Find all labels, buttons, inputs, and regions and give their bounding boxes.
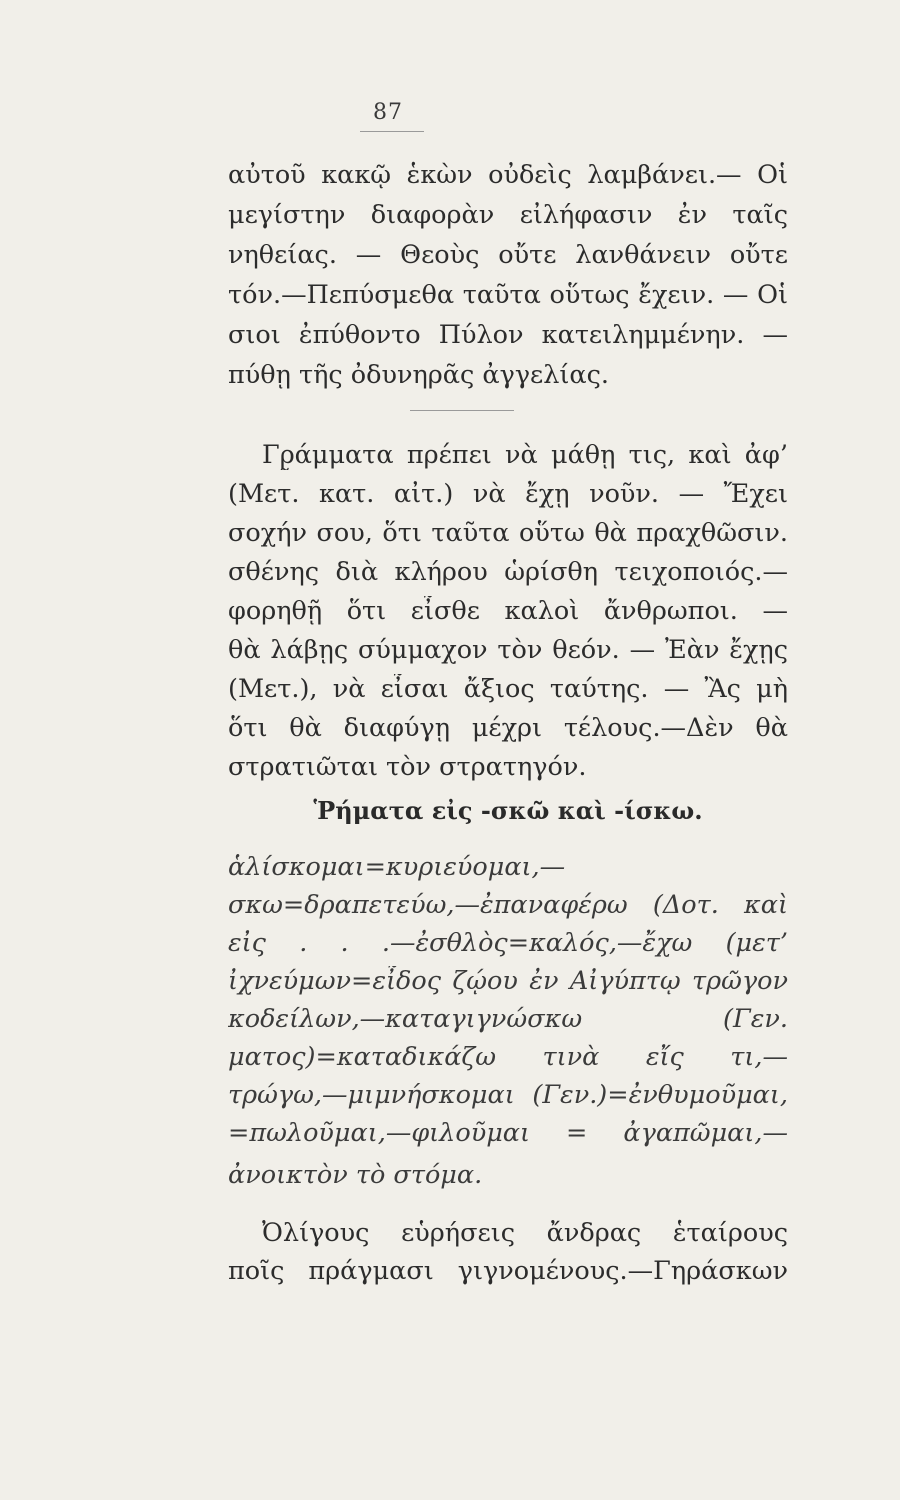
text-line: ὅτι θὰ διαφύγῃ μέχρι τέλους.—Δὲν θὰ bbox=[228, 713, 788, 743]
section-heading: Ῥήματα εἰς -σκῶ καὶ -ίσκω. bbox=[313, 796, 703, 825]
text-line: Γράμματα πρέπει νὰ μάθῃ τις, καὶ ἀφ’ bbox=[262, 440, 788, 470]
text-line: ματος)=καταδικάζω τινὰ εἴς τι,— bbox=[228, 1042, 788, 1072]
text-line: τόν.—Πεπύσμεθα ταῦτα οὕτως ἔχειν. — Οἱ bbox=[228, 280, 788, 310]
text-line: σοχήν σου, ὅτι ταῦτα οὕτω θὰ πραχθῶσιν. bbox=[228, 518, 788, 548]
text-line: φορηθῇ ὅτι εἶσθε καλοὶ ἄνθρωποι. — bbox=[228, 596, 788, 626]
text-line: θὰ λάβῃς σύμμαχον τὸν θεόν. — Ἐὰν ἔχῃς bbox=[228, 635, 788, 665]
text-line: αὐτοῦ κακῷ ἑκὼν οὐδεὶς λαμβάνει.— Οἱ bbox=[228, 160, 788, 190]
text-line: πύθῃ τῆς ὀδυνηρᾶς ἀγγελίας. bbox=[228, 360, 610, 390]
text-line: ἰχνεύμων=εἶδος ζῴου ἐν Αἰγύπτῳ τρῶγον bbox=[228, 966, 788, 996]
text-line: ποῖς πράγμασι γιγνομένους.—Γηράσκων bbox=[228, 1256, 788, 1286]
text-line: (Μετ. κατ. αἰτ.) νὰ ἔχῃ νοῦν. — Ἔχει bbox=[228, 479, 788, 509]
text-line: (Μετ.), νὰ εἶσαι ἄξιος ταύτης. — Ἂς μὴ bbox=[228, 674, 788, 704]
text-line: νηθείας. — Θεοὺς οὔτε λανθάνειν οὔτε bbox=[228, 240, 788, 270]
page-number: 87 bbox=[373, 100, 403, 125]
page-number-rule bbox=[360, 131, 424, 132]
text-line: μεγίστην διαφορὰν εἰλήφασιν ἐν ταῖς bbox=[228, 200, 788, 230]
text-line: ἁλίσκομαι=κυριεύομαι,— bbox=[228, 852, 566, 882]
text-line: σκω=δραπετεύω,—ἐπαναφέρω (Δοτ. καὶ bbox=[228, 890, 788, 920]
text-line: =πωλοῦμαι,—φιλοῦμαι = ἀγαπῶμαι,— bbox=[228, 1118, 788, 1148]
text-line: στρατιῶται τὸν στρατηγόν. bbox=[228, 752, 587, 782]
text-line: τρώγω,—μιμνήσκομαι (Γεν.)=ἐνθυμοῦμαι, bbox=[228, 1080, 788, 1110]
text-line: Ὀλίγους εὑρήσεις ἄνδρας ἑταίρους bbox=[262, 1218, 788, 1248]
text-line: ἀνοικτὸν τὸ στόμα. bbox=[228, 1160, 483, 1190]
text-line: εἰς . . .—ἐσθλὸς=καλός,—ἔχω (μετ’ bbox=[228, 928, 788, 958]
text-line: σθένης διὰ κλήρου ὡρίσθη τειχοποιός.— bbox=[228, 557, 788, 587]
section-divider bbox=[410, 410, 514, 411]
text-line: σιοι ἐπύθοντο Πύλον κατειλημμένην. — bbox=[228, 320, 788, 350]
text-line: κοδείλων,—καταγιγνώσκω (Γεν. bbox=[228, 1004, 788, 1034]
